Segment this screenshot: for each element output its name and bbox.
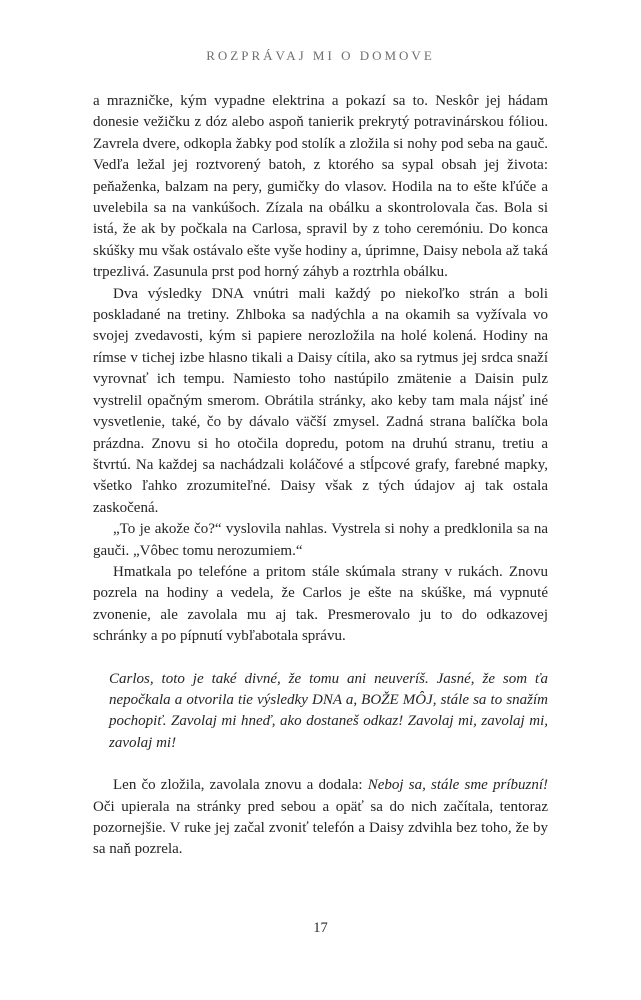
text-segment: Dva výsledky DNA vnútri mali každý po niekoľko strán a boli poskladané na tretiny. Zhlboka sa nadýchla a na okamih sa vyžívala vo svojej zvedavosti, kým si papiere nerozložila na holé kolená. Hodiny na rímse v tichej izbe hlasno tikali a Daisy cítila, ako sa rytmus jej srdca snaží vyrovnať ich tempu. Namiesto toho nastúpilo zmätenie a Daisin pulz vystrelil opačným smerom. Obrátila stránky, ako keby tam mala nájsť iné vysvetlenie, také, čo by dávalo väčší zmysel. Zadná strana balíčka bola prázdna. Znovu si ho otočila dopredu, potom na druhú stranu, tretiu a štvrtú. Na každej sa nachádzali koláčové a stĺpcové grafy, farebné mapky, všetko ľahko zrozumiteľné. Daisy však z tých údajov aj tak ostala zaskočená.: [93, 285, 548, 516]
italic-text-segment: Neboj sa, stále sme príbuzní!: [367, 777, 548, 794]
paragraph: [93, 519, 548, 562]
paragraph: [93, 284, 548, 519]
voicemail-quote-paragraph: [109, 669, 548, 755]
text-segment: Len čo zložila, zavolala znovu a dodala:: [113, 777, 368, 794]
page-number: 17: [313, 920, 328, 936]
text-segment: a mrazničke, kým vypadne elektrina a pokazí sa to. Neskôr jej hádam donesie vežičku z dóz alebo aspoň tanierik prekrytý potravinárskou fóliou. Zavrela dvere, odkopla žabky pod stolík a zložila si nohy pod seba na gauč. Vedľa ležal jej roztvorený batoh, z ktorého sa sypal obsah jej života: peňaženka, balzam na pery, gumičky do vlasov. Hodila na to ešte kľúče a uvelebila sa na vankúšoch. Zízala na obálku a skontrolovala čas. Bola si istá, že ak by počkala na Carlosa, spravil by z toho ceremóniu. Do konca skúšky mu však ostávalo ešte vyše hodiny a, úprimne, Daisy nebola až taká trpezlivá. Zasunula prst pod horný záhyb a roztrhla obálku.: [93, 93, 548, 281]
body-text-block: [93, 91, 548, 861]
text-segment: Oči upierala na stránky pred sebou a opäť sa do nich začítala, tentoraz pozornejšie. V ruke jej začal zvoniť telefón a Daisy zdvihla bez toho, že by sa naň pozrela.: [93, 798, 548, 858]
paragraph: [93, 775, 548, 861]
text-segment: „To je akože čo?“ vyslovila nahlas. Vystrela si nohy a predklonila sa na gauči. „Vôbec tomu nerozumiem.“: [93, 521, 548, 559]
paragraph: [93, 91, 548, 284]
paragraph: [93, 562, 548, 648]
running-header: ROZPRÁVAJ MI O DOMOVE: [206, 48, 435, 63]
text-segment: Hmatkala po telefóne a pritom stále skúmala strany v rukách. Znovu pozrela na hodiny a vedela, že Carlos je ešte na skúške, má vypnuté zvonenie, ale zavolala mu aj tak. Presmerovalo ju to do odkazovej schránky a po pípnutí vybľabotala správu.: [93, 563, 548, 645]
italic-text-segment: Carlos, toto je také divné, že tomu ani neuveríš. Jasné, že som ťa nepočkala a otvorila tie výsledky DNA a, BOŽE MÔJ, stále sa to snažím pochopiť. Zavolaj mi hneď, ako dostaneš odkaz! Zavolaj mi, zavolaj mi, zavolaj mi!: [109, 670, 548, 751]
